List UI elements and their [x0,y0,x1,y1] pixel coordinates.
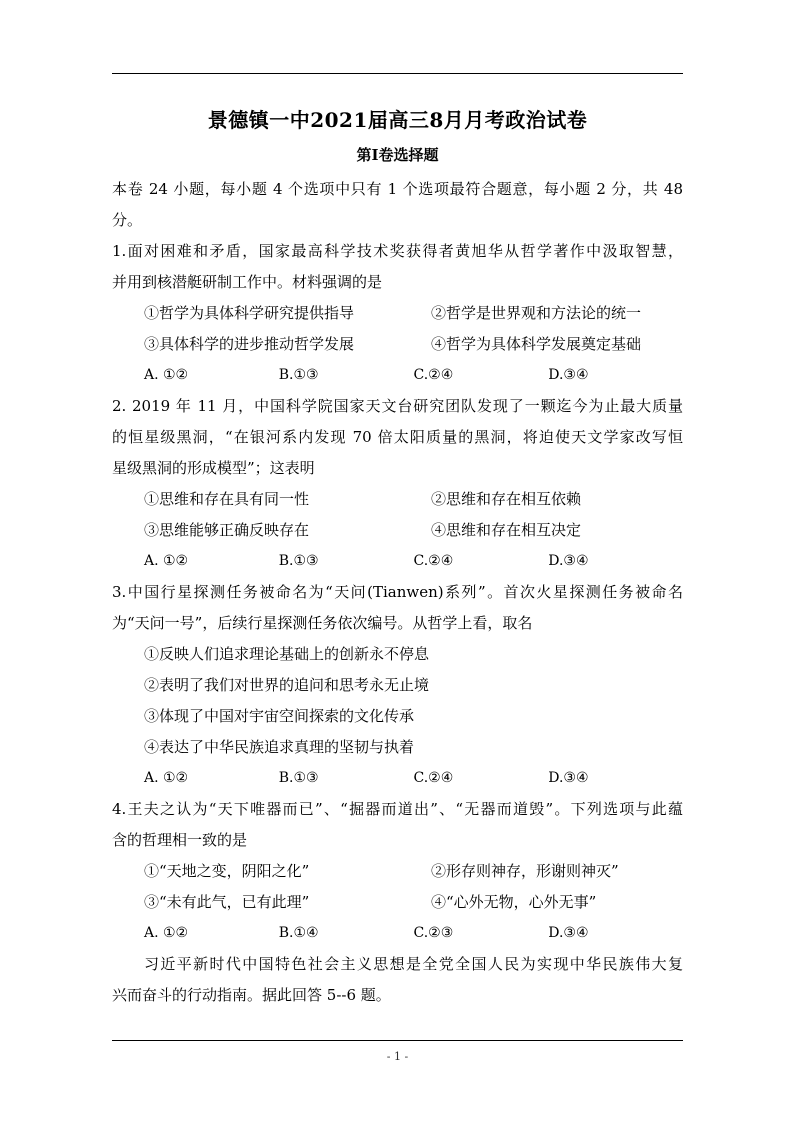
passage-line-1: 习近平新时代中国特色社会主义思想是全党全国人民为实现中华民族伟大复 [144,955,683,973]
exam-title: 景德镇一中2021届高三8月月考政治试卷 [207,108,588,132]
q1-stem-line-1: 1.面对困难和矛盾，国家最高科学技术奖获得者黄旭华从哲学著作中汲取智慧， [112,242,683,260]
exam-body [112,174,683,1011]
q3-option-3: ③体现了中国对宇宙空间探索的文化传承 [144,707,415,725]
q4-answer-b: B.①④ [278,925,319,941]
q2-options-row-1 [112,484,683,515]
q4-option-4: ④“心外无物，心外无事” [431,893,597,911]
q4-answer-a: A. ①② [144,925,189,941]
q3-answer-a: A. ①② [144,770,189,786]
q4-answer-d: D.③④ [548,925,589,941]
q2-answer-c: C.②④ [413,553,454,569]
passage-line-2: 兴而奋斗的行动指南。据此回答 5--6 题。 [112,986,391,1004]
page-number: - 1 - [386,1050,409,1063]
q3-answer-b: B.①③ [278,770,319,786]
q2-options-row-2 [112,515,683,546]
q1-option-2: ②哲学是世界观和方法论的统一 [431,304,642,322]
intro-line-1: 本卷 24 小题，每小题 4 个选项中只有 1 个选项最符合题意，每小题 2 分，共 48 [112,180,683,198]
q2-answer-b: B.①③ [278,553,319,569]
q4-option-3: ③“未有此气，已有此理” [144,893,310,911]
q3-option-1: ①反映人们追求理论基础上的创新永不停息 [144,645,430,663]
q2-answers [112,546,683,577]
q3-answer-d: D.③④ [548,770,589,786]
q2-option-3: ③思维能够正确反映存在 [144,521,310,539]
q4-options-row-1 [112,856,683,887]
section-title: 第I卷选择题 [356,146,439,164]
q1-option-1: ①哲学为具体科学研究提供指导 [144,304,355,322]
q3-answer-c: C.②④ [413,770,454,786]
q1-options-row-1 [112,298,683,329]
q2-stem-line-3: 星级黑洞的形成模型”；这表明 [112,459,315,477]
q4-answer-c: C.②③ [413,925,454,941]
q2-option-2: ②思维和存在相互依赖 [431,490,582,508]
q4-options-row-2 [112,887,683,918]
q1-answer-b: B.①③ [278,367,319,383]
q1-answer-a: A. ①② [144,367,189,383]
q1-options-row-2 [112,329,683,360]
q3-answers [112,763,683,794]
q1-answers [112,360,683,391]
q1-answer-c: C.②④ [413,367,454,383]
q4-stem-line-1: 4.王夫之认为“天下唯器而已”、“掘器而道出”、“无器而道毁”。下列选项与此蕴 [112,800,683,818]
q1-option-3: ③具体科学的进步推动哲学发展 [144,335,355,353]
q3-option-4: ④表达了中华民族追求真理的坚韧与执着 [144,738,415,756]
intro-line-2: 分。 [112,211,143,229]
q2-stem-line-2: 的恒星级黑洞，“在银河系内发现 70 倍太阳质量的黑洞，将迫使天文学家改写恒 [112,428,683,446]
footer-rule [112,1040,683,1041]
q4-stem-line-2: 含的哲理相一致的是 [112,831,248,849]
q4-option-1: ①“天地之变，阴阳之化” [144,862,310,880]
q3-option-2: ②表明了我们对世界的追问和思考永无止境 [144,676,430,694]
q2-option-1: ①思维和存在具有同一性 [144,490,310,508]
q4-option-2: ②形存则神存，形谢则神灭” [431,862,619,880]
q1-stem-line-2: 并用到核潜艇研制工作中。材料强调的是 [112,273,383,291]
q3-stem-line-1: 3.中国行星探测任务被命名为“天问(Tianwen)系列”。首次火星探测任务被命名 [112,583,683,601]
q2-answer-d: D.③④ [548,553,589,569]
q4-answers [112,918,683,949]
q3-stem-line-2: 为“天问一号”，后续行星探测任务依次编号。从哲学上看，取名 [112,614,533,632]
q2-stem-line-1: 2. 2019 年 11 月，中国科学院国家天文台研究团队发现了一颗迄今为止最大质量 [112,397,683,415]
q1-answer-d: D.③④ [548,367,589,383]
q2-option-4: ④思维和存在相互决定 [431,521,582,539]
header-rule [112,73,683,74]
q2-answer-a: A. ①② [144,553,189,569]
q1-option-4: ④哲学为具体科学发展奠定基础 [431,335,642,353]
